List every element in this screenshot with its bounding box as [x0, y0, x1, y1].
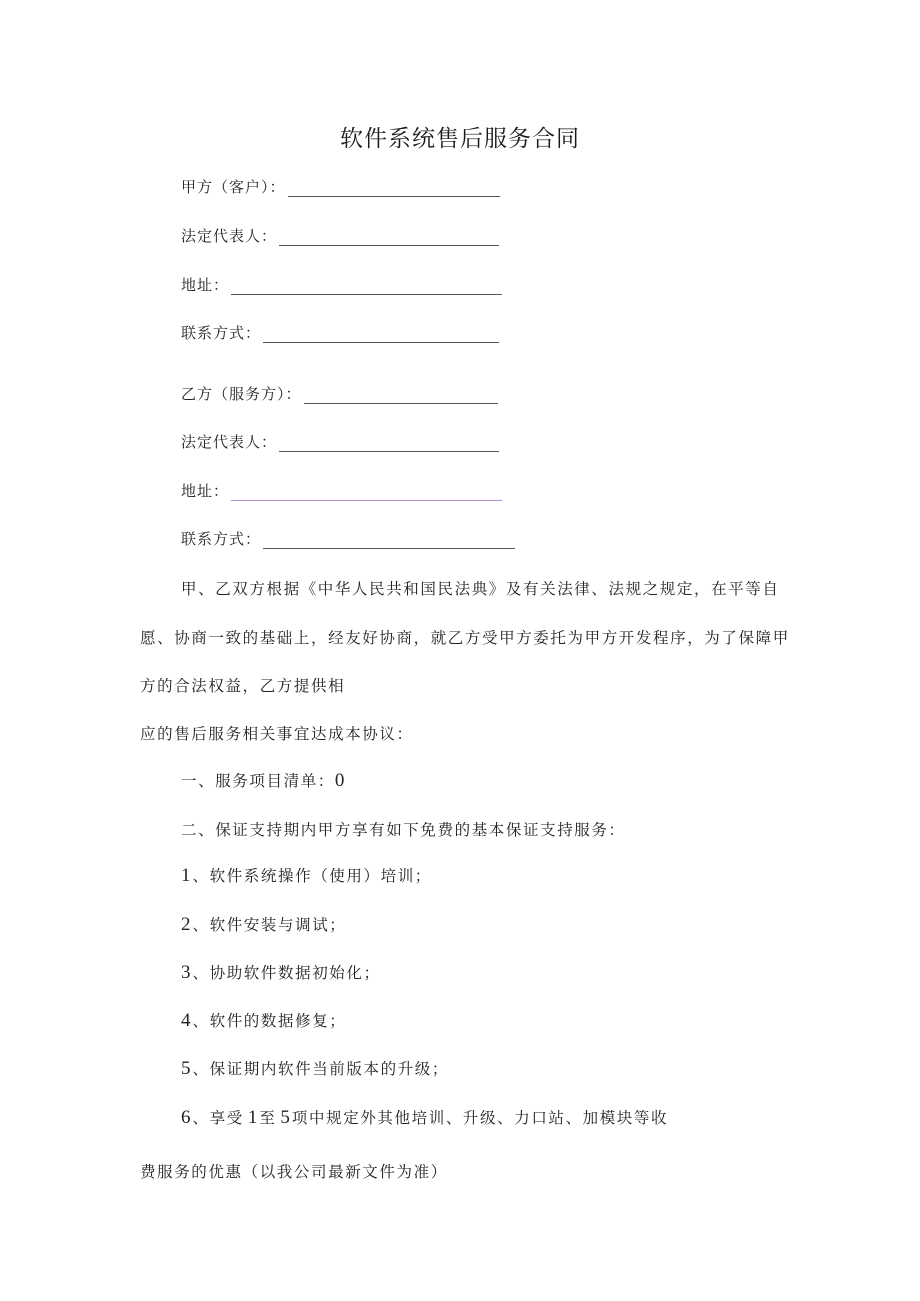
list-item-text-b: 至 [259, 1109, 277, 1127]
section-1-heading [181, 769, 346, 792]
party-a-contact-field [181, 322, 499, 343]
party-a-label: 甲方（客户）： [181, 178, 286, 196]
preamble-line-1: 甲、乙双方根据《中华人民共和国民法典》及有关法律、法规之规定，在平等自 [181, 580, 780, 598]
list-item [181, 1106, 668, 1129]
party-a-address-blank-line[interactable] [231, 278, 502, 295]
section-2-heading: 二、保证支持期内甲方享有如下免费的基本保证支持服务： [181, 821, 626, 839]
list-item [181, 864, 432, 887]
party-a-rep-field [181, 225, 499, 246]
list-item-text: 、保证期内软件当前版本的升级； [192, 1060, 450, 1078]
list-item-continuation: 费服务的优惠（以我公司最新文件为准） [140, 1163, 448, 1181]
list-item-text: 、协助软件数据初始化； [192, 964, 381, 982]
party-b-rep-field [181, 431, 499, 452]
list-item-range-to: 5 [280, 1107, 290, 1128]
list-item-text: 、软件的数据修复； [192, 1012, 347, 1030]
list-item-number: 1 [181, 865, 191, 886]
section-1-text: 一、服务项目清单： [181, 772, 335, 790]
list-item [181, 961, 381, 984]
party-a-blank-line[interactable] [288, 180, 500, 197]
party-a-contact-label: 联系方式： [181, 324, 262, 342]
party-b-contact-blank-line[interactable] [263, 532, 515, 549]
party-b-field [181, 383, 498, 404]
list-item-text: 、软件安装与调试； [192, 916, 347, 934]
party-b-label: 乙方（服务方）： [181, 385, 302, 403]
party-b-address-label: 地址： [181, 482, 230, 500]
party-b-contact-field [181, 528, 515, 549]
document-title: 软件系统售后服务合同 [340, 126, 580, 152]
party-b-blank-line[interactable] [304, 387, 498, 404]
list-item-text: 、软件系统操作（使用）培训； [192, 867, 432, 885]
list-item-text-c: 项中规定外其他培训、升级、力口站、加模块等收 [291, 1109, 669, 1127]
list-item-number: 4 [181, 1010, 191, 1031]
party-b-address-field [181, 480, 502, 501]
list-item [181, 913, 346, 936]
party-b-contact-label: 联系方式： [181, 530, 262, 548]
party-b-address-blank-line[interactable] [231, 484, 502, 501]
list-item-number: 3 [181, 962, 191, 983]
party-b-rep-blank-line[interactable] [279, 435, 499, 452]
list-item-range-from: 1 [247, 1107, 258, 1128]
list-item-number: 5 [181, 1058, 191, 1079]
section-1-value: 0 [334, 770, 345, 791]
preamble-line-3: 方的合法权益，乙方提供相 [140, 677, 346, 695]
party-a-contact-blank-line[interactable] [263, 326, 499, 343]
list-item-text-a: 、享受 [192, 1109, 244, 1127]
preamble-line-2: 愿、协商一致的基础上，经友好协商，就乙方受甲方委托为甲方开发程序，为了保障甲 [140, 629, 790, 647]
list-item [181, 1009, 346, 1032]
party-a-address-field [181, 274, 502, 295]
preamble-line-4: 应的售后服务相关事宜达成本协议： [140, 725, 414, 743]
list-item-number: 2 [181, 914, 191, 935]
list-item [181, 1057, 449, 1080]
list-item-number: 6 [181, 1107, 191, 1128]
party-a-address-label: 地址： [181, 276, 230, 294]
party-a-rep-blank-line[interactable] [279, 229, 499, 246]
party-a-rep-label: 法定代表人： [181, 227, 278, 245]
party-b-rep-label: 法定代表人： [181, 433, 278, 451]
party-a-field [181, 176, 500, 197]
